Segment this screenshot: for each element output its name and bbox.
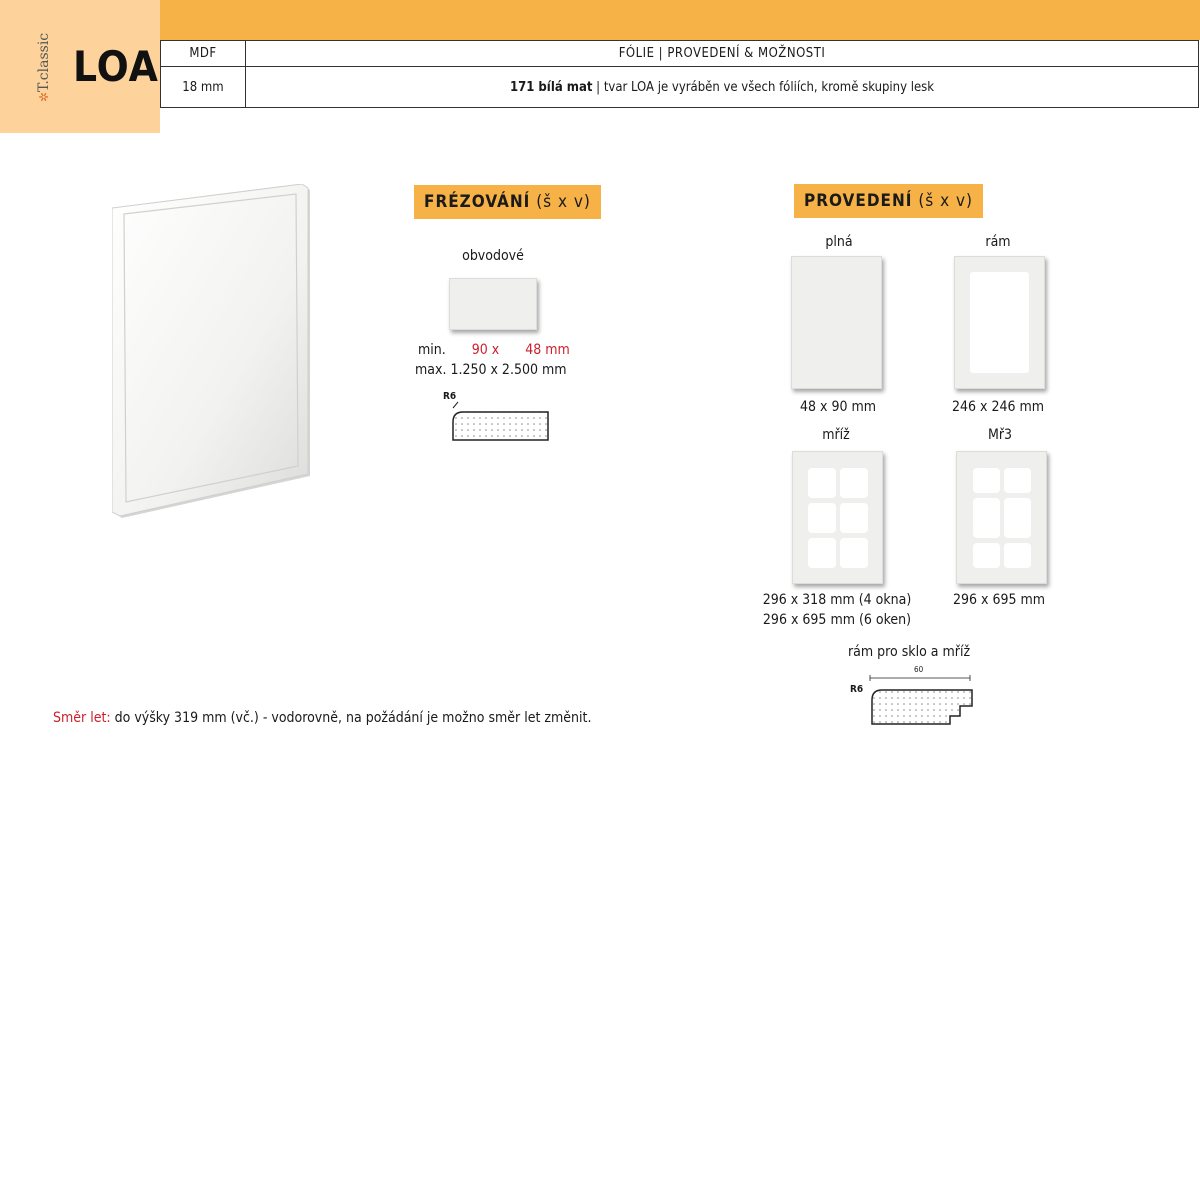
variant-ram-window	[970, 272, 1029, 373]
milling-title: FRÉZOVÁNÍ	[424, 192, 531, 212]
variant-mriz-pane	[808, 468, 836, 498]
mdf-value: 18 mm	[161, 67, 246, 108]
variant-mr3-pane	[973, 468, 1000, 493]
grain-note-text: do výšky 319 mm (vč.) - vodorovně, na požádání je možno směr let změnit.	[110, 710, 592, 726]
variant-mriz-name: mříž	[822, 427, 850, 443]
header-bar	[160, 0, 1200, 40]
variant-mr3-panel	[956, 451, 1047, 584]
milling-suffix: (š x v)	[536, 192, 591, 212]
frame-profile-caption: rám pro sklo a mříž	[848, 644, 971, 660]
variant-plna-size: 48 x 90 mm	[799, 399, 877, 415]
variant-mr3-pane	[973, 498, 1000, 538]
spec-table	[160, 40, 1199, 108]
variant-mriz-panel	[792, 451, 883, 584]
variant-ram-panel	[954, 256, 1045, 389]
variant-mr3-size: 296 x 695 mm	[952, 592, 1046, 608]
foil-description: | tvar LOA je vyráběn ve všech fóliích, kromě skupiny lesk	[592, 79, 935, 95]
foil-value	[246, 67, 1199, 108]
variant-mriz-pane	[808, 538, 836, 568]
foil-bold: 171 bílá mat	[509, 79, 593, 95]
model-title: LOA	[73, 42, 159, 91]
frame-profile-width: 60	[914, 665, 924, 674]
brand-corner	[0, 0, 160, 133]
logo-star-icon: ✲	[37, 91, 51, 102]
frame-profile-radius: R6	[850, 684, 864, 695]
variant-mriz-pane	[840, 468, 868, 498]
variant-mr3-name: Mř3	[987, 427, 1013, 443]
grain-direction-note	[53, 710, 591, 726]
frame-profile-icon	[866, 672, 978, 730]
variants-title: PROVEDENÍ	[804, 191, 913, 211]
variant-mriz-pane	[808, 503, 836, 533]
variant-mr3-pane	[1004, 498, 1031, 538]
variant-mr3-pane	[973, 543, 1000, 568]
milling-header	[414, 185, 601, 219]
profile-radius-label: R6	[443, 391, 457, 402]
variant-mriz-pane	[840, 503, 868, 533]
variant-mriz-size-alt: 296 x 695 mm (6 oken)	[762, 612, 912, 628]
min-height: 48 mm	[525, 342, 570, 358]
milling-max: max. 1.250 x 2.500 mm	[415, 362, 567, 378]
header-mdf: MDF	[161, 41, 246, 67]
milling-type: obvodové	[462, 248, 524, 264]
variant-mriz-size: 296 x 318 mm (4 okna)	[762, 592, 912, 608]
profile-section-icon	[448, 398, 552, 446]
variants-suffix: (š x v)	[918, 191, 974, 211]
variants-header	[794, 184, 983, 218]
grain-note-label: Směr let:	[53, 710, 111, 726]
variant-ram-size: 246 x 246 mm	[951, 399, 1045, 415]
milling-sample	[449, 278, 537, 330]
variant-plna-name: plná	[825, 234, 853, 250]
brand-name: T.classic	[36, 32, 52, 92]
door-illustration	[112, 184, 312, 520]
variant-mr3-pane	[1004, 468, 1031, 493]
min-label: min.	[418, 342, 446, 358]
header-foil: FÓLIE | PROVEDENÍ & MOŽNOSTI	[246, 41, 1199, 67]
brand-logo	[16, 30, 52, 110]
door-face	[112, 184, 308, 516]
variant-mriz-pane	[840, 538, 868, 568]
milling-min-row	[418, 342, 570, 358]
variant-plna-panel	[791, 256, 882, 389]
variant-ram-name: rám	[985, 234, 1011, 250]
variant-mr3-pane	[1004, 543, 1031, 568]
min-width: 90 x	[471, 342, 500, 358]
